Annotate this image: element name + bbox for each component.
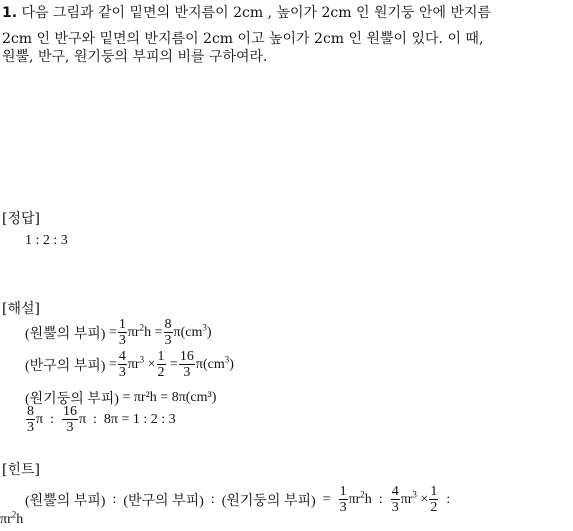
fraction: $\frac{8}{3}$	[164, 317, 172, 348]
fraction: $\frac{16}{3}$	[179, 349, 194, 380]
fraction: $\frac{1}{3}$	[118, 317, 126, 348]
fraction: $\frac{1}{3}$	[339, 484, 347, 515]
fraction: $\frac{1}{2}$	[157, 349, 165, 380]
answer-header: [정답]	[2, 211, 40, 227]
solution-hemi-label: (반구의 부피)	[25, 359, 106, 374]
question-text-1: 다음 그림과 같이 밑면의 반지름이 2cm , 높이가 2cm 인 원기둥 안에 반지름	[21, 5, 492, 21]
fraction: $\frac{1}{2}$	[430, 484, 438, 515]
solution-cyl-expr: = πr²h = 8π(cm³)	[122, 390, 217, 405]
hint-line-2: $\pi r^2h$	[0, 509, 24, 527]
solution-cone-line: (원뿔의 부피) = $\frac{1}{3}$ $\pi r^2h$ = $\frac{8}{3}$ $\pi(cm^3)$	[25, 317, 212, 348]
answer-value: 1 : 2 : 3	[25, 233, 68, 248]
question-text-3: 원뿔, 반구, 원기둥의 부피의 비를 구하여라.	[2, 49, 268, 65]
solution-cyl-label: (원기둥의 부피)	[25, 392, 119, 407]
hint-header: [힌트]	[2, 462, 40, 478]
hint-cone-label: (원뿔의 부피)	[25, 494, 106, 509]
hint-cyl-label: (원기둥의 부피)	[221, 494, 316, 509]
hint-line: (원뿔의 부피) : (반구의 부피) : (원기둥의 부피) = $\frac{1}{3}$ $\pi r^2h$ : $\frac{4}{3}$ $\pi r^3$ × $\frac{1}{2}$ :	[25, 484, 451, 515]
solution-hemi-line: (반구의 부피) = $\frac{4}{3}$ $\pi r^3$ × $\frac{1}{2}$ = $\frac{16}{3}$ $\pi(cm^3)$	[25, 349, 234, 380]
question-text-2: 2cm 인 반구와 밑면의 반지름이 2cm 이고 높이가 2cm 인 원뿔이 있다. 이 때,	[2, 31, 484, 47]
fraction: $\frac{8}{3}$	[27, 404, 34, 435]
fraction: $\frac{16}{3}$	[62, 404, 77, 435]
question-line-1	[2, 0, 491, 26]
solution-cone-label: (원뿔의 부피)	[25, 327, 106, 342]
fraction: $\frac{4}{3}$	[118, 349, 126, 380]
fraction: $\frac{4}{3}$	[391, 484, 399, 515]
solution-ratio-line: $\frac{8}{3}$ π : $\frac{16}{3}$ π : 8π = 1 : 2 : 3	[27, 404, 176, 435]
solution-ratio-tail: = 1 : 2 : 3	[121, 412, 176, 427]
solution-header: [해설]	[2, 301, 40, 317]
question-number: 1.	[2, 5, 18, 21]
hint-hemi-label: (반구의 부피)	[123, 494, 204, 509]
